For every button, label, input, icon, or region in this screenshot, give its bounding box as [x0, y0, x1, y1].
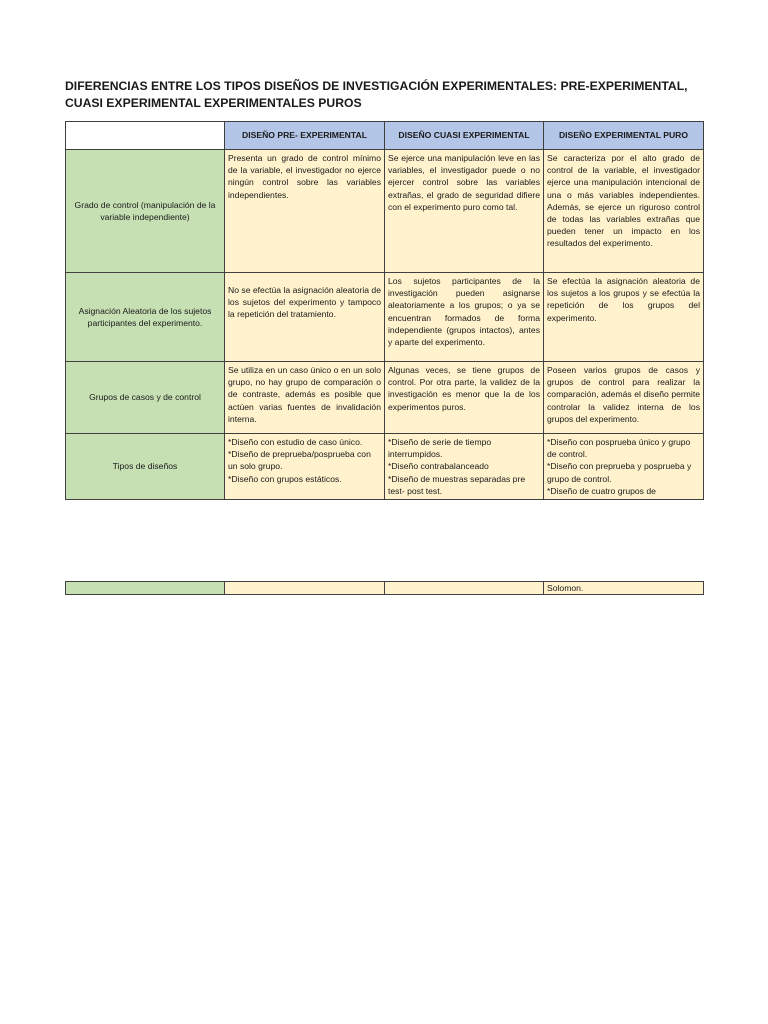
header-empty-cell: [66, 122, 225, 150]
row-label-tipos-disenos: Tipos de diseños: [66, 434, 225, 500]
comparison-table: [65, 121, 704, 500]
cont-cuasi-cell: [385, 582, 544, 595]
header-cuasi-experimental: DISEÑO CUASI EXPERIMENTAL: [385, 122, 544, 150]
table-row: [66, 150, 704, 273]
cell-pre-grupos: Se utiliza en un caso único o en un solo grupo, no hay grupo de comparación o de contraste, además es posible que actúen varias fuentes de invalidación interna.: [225, 362, 385, 434]
cell-puro-tipos: [544, 434, 704, 500]
table-row: [66, 582, 704, 595]
table-header-row: [66, 122, 704, 150]
table-row: [66, 434, 704, 500]
cell-cuasi-grupos: Algunas veces, se tiene grupos de control. Por otra parte, la validez de la investigación es menor que la de los experimentos puros.: [385, 362, 544, 434]
cell-puro-grado-control: Se caracteriza por el alto grado de control de la variable, el investigador ejerce una manipulación intencional de una o más variables independientes. Además, se ejerce un riguroso control de todas las variables extrañas que pueden tener un impacto en los resultados del experimento.: [544, 150, 704, 273]
list-item: *Diseño de preprueba/posprueba con un solo grupo.: [228, 449, 371, 472]
list-item: *Diseño de cuatro grupos de: [547, 485, 656, 496]
cell-puro-grupos: Poseen varios grupos de casos y grupos de control para realizar la comparación, además el diseño permite controlar la validez interna de los grupos del experimento.: [544, 362, 704, 434]
list-item: *Diseño de muestras separadas pre test- post test.: [388, 473, 526, 496]
document-title: DIFERENCIAS ENTRE LOS TIPOS DISEÑOS DE INVESTIGACIÓN EXPERIMENTALES: PRE-EXPERIMENTAL, CUASI EXPERIMENTAL EXPERIMENTALES PUROS: [65, 79, 688, 110]
list-item: *Diseño contrabalanceado: [388, 461, 489, 472]
list-item: *Diseño con posprueba único y grupo de control.: [547, 437, 691, 460]
cont-puro-cell: Solomon.: [544, 582, 704, 595]
cell-cuasi-tipos: [385, 434, 544, 500]
cell-pre-grado-control: Presenta un grado de control mínimo de la variable, el investigador no ejerce ningún control sobre las variables independientes.: [225, 150, 385, 273]
list-item: *Diseño con grupos estáticos.: [228, 473, 342, 484]
table-row: [66, 273, 704, 362]
cell-cuasi-asignacion: Los sujetos participantes de la investigación pueden asignarse aleatoriamente a los grupos; o ya se encuentran formados de forma independiente (grupos intactos), antes y aparte del experimento.: [385, 273, 544, 362]
list-item: *Diseño con preprueba y posprueba y grupo de control.: [547, 461, 692, 484]
row-label-grado-control: Grado de control (manipulación de la variable independiente): [66, 150, 225, 273]
cell-pre-asignacion: No se efectúa la asignación aleatoria de los sujetos del experimento y tampoco la repetición del tratamiento.: [225, 273, 385, 362]
row-label-asignacion-aleatoria: Asignación Aleatoria de los sujetos participantes del experimento.: [66, 273, 225, 362]
header-experimental-puro: DISEÑO EXPERIMENTAL PURO: [544, 122, 704, 150]
cell-cuasi-grado-control: Se ejerce una manipulación leve en las variables, el investigador puede o no ejercer control sobre las variables extrañas, el grado de seguridad difiere con el experimento puro como tal.: [385, 150, 544, 273]
list-item: *Diseño de serie de tiempo interrumpidos.: [388, 437, 492, 460]
cell-pre-tipos: [225, 434, 385, 500]
row-label-grupos-casos-control: Grupos de casos y de control: [66, 362, 225, 434]
cell-puro-asignacion: Se efectúa la asignación aleatoria de los sujetos a los grupos y se efectúa la repetición de los grupos del experimento.: [544, 273, 704, 362]
cont-label-cell: [66, 582, 225, 595]
cont-pre-cell: [225, 582, 385, 595]
header-pre-experimental: DISEÑO PRE- EXPERIMENTAL: [225, 122, 385, 150]
table-row: [66, 362, 704, 434]
list-item: *Diseño con estudio de caso único.: [228, 437, 363, 447]
continuation-table: [65, 581, 704, 595]
